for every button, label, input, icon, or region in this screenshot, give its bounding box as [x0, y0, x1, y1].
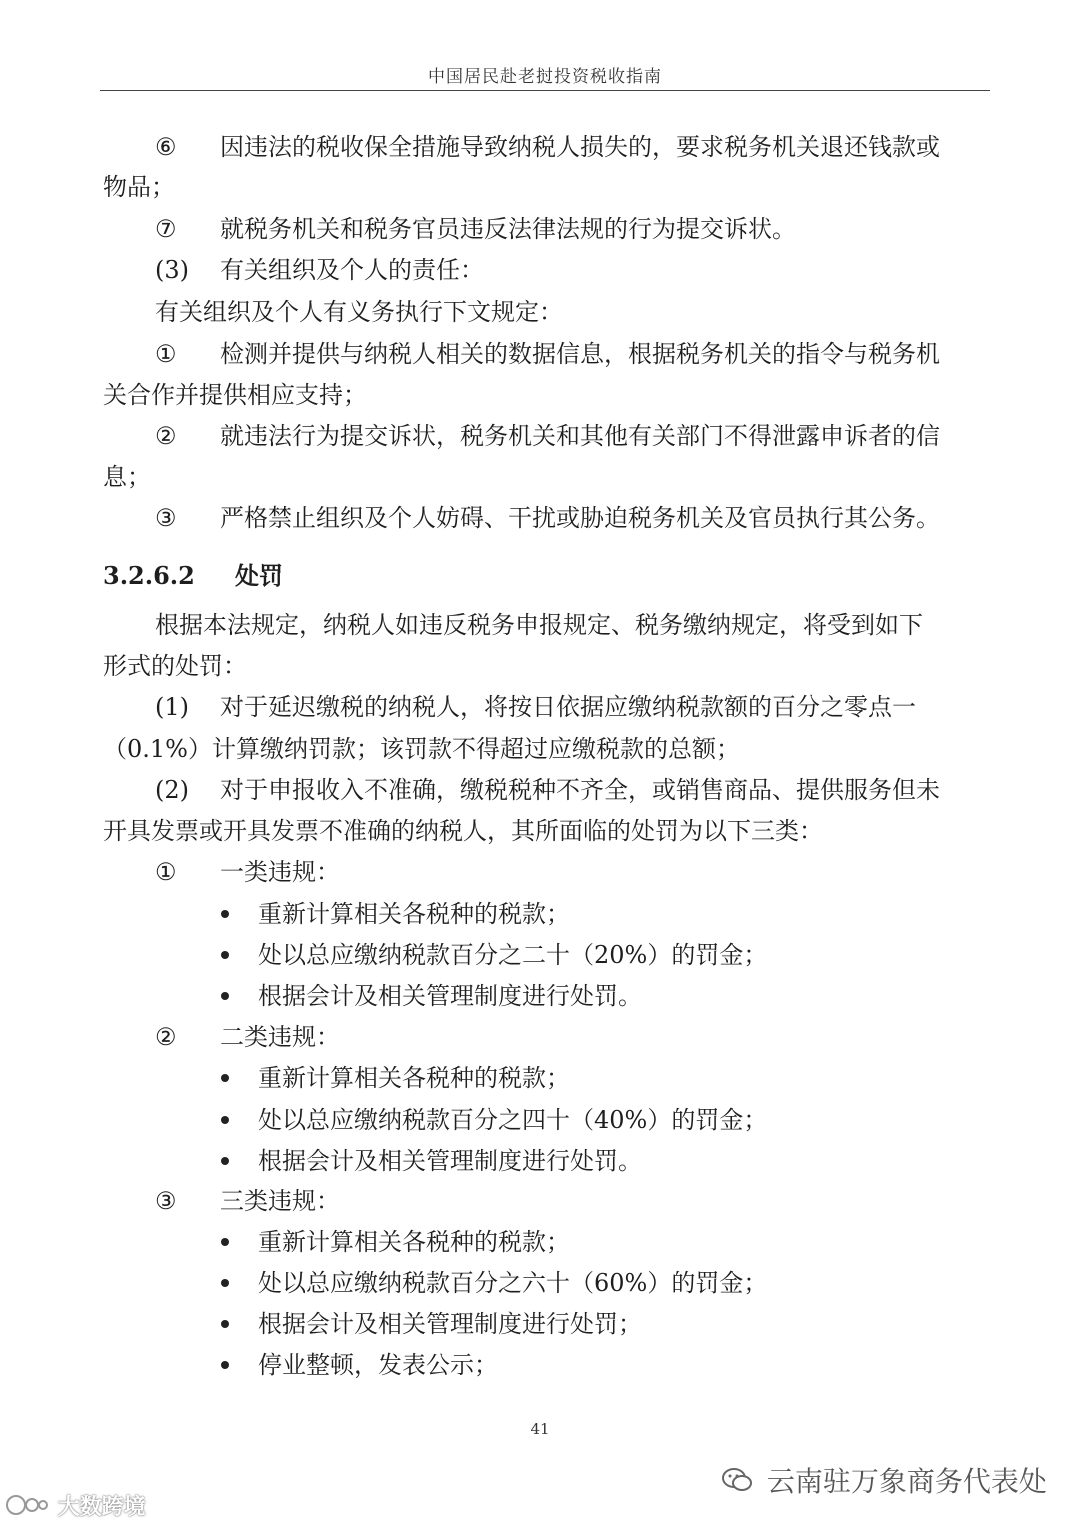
paragraph-line: 就违法行为提交诉状，税务机关和其他有关部门不得泄露申诉者的信 [220, 422, 940, 450]
paragraph-line: 因违法的税收保全措施导致纳税人损失的，要求税务机关退还钱款或 [220, 133, 940, 161]
list-item: 根据会计及相关管理制度进行处罚。 [258, 982, 642, 1010]
category-title: 一类违规： [220, 858, 340, 886]
paragraph-line: 对于延迟缴税的纳税人，将按日依据应缴纳税款额的百分之零点一 [220, 693, 916, 721]
item-marker: ③ [155, 504, 177, 532]
item-marker: (3) [155, 256, 189, 284]
bullet-icon [221, 1157, 229, 1165]
category-title: 二类违规： [220, 1023, 340, 1051]
paragraph-line: 根据本法规定，纳税人如违反税务申报规定、税务缴纳规定，将受到如下 [155, 611, 923, 639]
item-marker: (1) [155, 693, 189, 721]
list-item: 根据会计及相关管理制度进行处罚。 [258, 1147, 642, 1175]
bullet-icon [221, 992, 229, 1000]
list-item: 重新计算相关各税种的税款； [258, 1228, 570, 1256]
section-title: 处罚 [235, 561, 283, 590]
bullet-icon [221, 1320, 229, 1328]
bullet-icon [221, 1074, 229, 1082]
watermark-brand-text: 大数跨境 [57, 1495, 146, 1520]
item-marker: ② [155, 1023, 177, 1051]
running-header: 中国居民赴老挝投资税收指南 [428, 67, 662, 87]
section-number: 3.2.6.2 [103, 561, 195, 590]
paragraph-line: 息； [103, 463, 151, 491]
list-item: 停业整顿，发表公示； [258, 1351, 498, 1379]
item-marker: ② [155, 422, 177, 450]
paragraph-line: 有关组织及个人的责任： [220, 256, 484, 284]
paragraph-line: 开具发票或开具发票不准确的纳税人，其所面临的处罚为以下三类： [103, 817, 823, 845]
bullet-icon [221, 910, 229, 918]
bullet-icon [221, 1238, 229, 1246]
list-item: 处以总应缴纳税款百分之四十（40%）的罚金； [258, 1106, 768, 1134]
paragraph-line: 形式的处罚： [103, 652, 247, 680]
list-item: 处以总应缴纳税款百分之二十（20%）的罚金； [258, 941, 768, 969]
page-number: 41 [530, 1420, 550, 1438]
bullet-icon [221, 1279, 229, 1287]
paragraph-line: 有关组织及个人有义务执行下文规定： [155, 298, 563, 326]
paragraph-line: 关合作并提供相应支持； [103, 381, 367, 409]
header-rule [100, 90, 990, 91]
item-marker: ⑦ [155, 215, 177, 243]
watermark-brand [4, 1490, 146, 1523]
item-marker: (2) [155, 776, 189, 804]
bullet-icon [221, 1361, 229, 1369]
watermark-account [722, 1460, 1047, 1500]
item-marker: ③ [155, 1187, 177, 1215]
watermark-text: 云南驻万象商务代表处 [766, 1465, 1047, 1498]
paragraph-line: 严格禁止组织及个人妨碍、干扰或胁迫税务机关及官员执行其公务。 [220, 504, 940, 532]
logo-icon [4, 1493, 48, 1523]
bullet-icon [221, 951, 229, 959]
list-item: 根据会计及相关管理制度进行处罚； [258, 1310, 642, 1338]
category-title: 三类违规： [220, 1187, 340, 1215]
list-item: 重新计算相关各税种的税款； [258, 1064, 570, 1092]
list-item: 处以总应缴纳税款百分之六十（60%）的罚金； [258, 1269, 768, 1297]
paragraph-line: 就税务机关和税务官员违反法律法规的行为提交诉状。 [220, 215, 796, 243]
bullet-icon [221, 1116, 229, 1124]
paragraph-line: 检测并提供与纳税人相关的数据信息，根据税务机关的指令与税务机 [220, 340, 940, 368]
item-marker: ① [155, 340, 177, 368]
paragraph-line: （0.1%）计算缴纳罚款；该罚款不得超过应缴税款的总额； [103, 735, 740, 763]
item-marker: ⑥ [155, 133, 177, 161]
list-item: 重新计算相关各税种的税款； [258, 900, 570, 928]
paragraph-line: 物品； [103, 173, 175, 201]
wechat-icon [722, 1467, 752, 1500]
paragraph-line: 对于申报收入不准确，缴税税种不齐全，或销售商品、提供服务但未 [220, 776, 940, 804]
item-marker: ① [155, 858, 177, 886]
